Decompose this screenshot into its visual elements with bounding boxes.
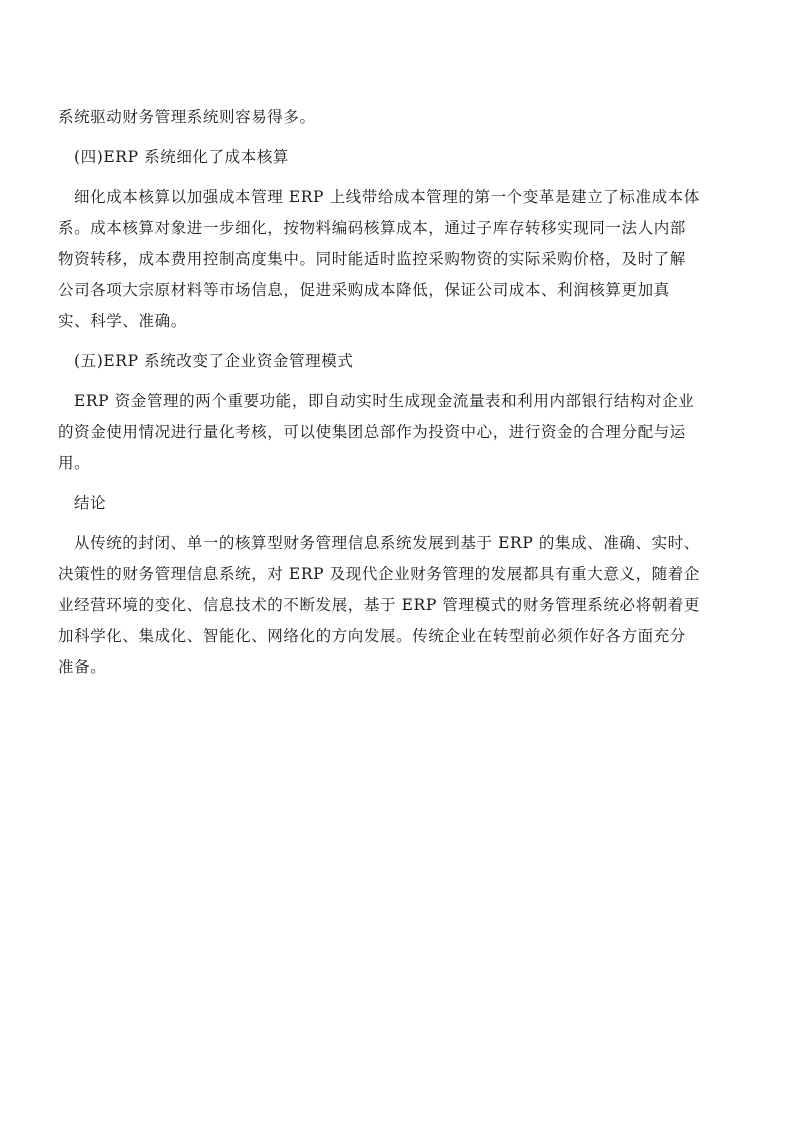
text-line: 细化成本核算以加强成本管理 ERP 上线带给成本管理的第一个变革是建立了标准成本体 xyxy=(74,188,700,206)
document-body xyxy=(58,102,738,692)
paragraph-cost-accounting xyxy=(58,182,738,337)
heading-text: 结论 xyxy=(74,494,107,512)
text-line: 物资转移，成本费用控制高度集中。同时能适时监控采购物资的实际采购价格，及时了解 xyxy=(58,250,686,268)
text-line: 从传统的封闭、单一的核算型财务管理信息系统发展到基于 ERP 的集成、准确、实时、 xyxy=(74,534,700,552)
text-line: 用。 xyxy=(58,454,91,472)
text-line: 系。成本核算对象进一步细化，按物料编码核算成本，通过子库存转移实现同一法人内部 xyxy=(58,219,686,237)
text-line: 的资金使用情况进行量化考核，可以使集团总部作为投资中心，进行资金的合理分配与运 xyxy=(58,423,686,441)
paragraph-conclusion xyxy=(58,528,738,683)
text-line: 决策性的财务管理信息系统，对 ERP 及现代企业财务管理的发展都具有重大意义，随着企 xyxy=(58,565,700,583)
heading-text: (五)ERP 系统改变了企业资金管理模式 xyxy=(74,352,354,370)
text-line: ERP 资金管理的两个重要功能，即自动实时生成现金流量表和利用内部银行结构对企业 xyxy=(74,392,695,410)
text-line: 准备。 xyxy=(58,658,107,676)
paragraph-fund-management xyxy=(58,386,738,479)
section-heading-4 xyxy=(58,142,738,173)
text-line: 实、科学、准确。 xyxy=(58,312,187,330)
text-line: 公司各项大宗原材料等市场信息，促进采购成本降低，保证公司成本、利润核算更加真 xyxy=(58,281,670,299)
paragraph-continuation xyxy=(58,102,738,133)
text-line: 加科学化、集成化、智能化、网络化的方向发展。传统企业在转型前必须作好各方面充分 xyxy=(58,627,686,645)
section-heading-5 xyxy=(58,346,738,377)
text-line: 系统驱动财务管理系统则容易得多。 xyxy=(58,108,316,126)
heading-text: (四)ERP 系统细化了成本核算 xyxy=(74,148,290,166)
conclusion-heading xyxy=(58,488,738,519)
text-line: 业经营环境的变化、信息技术的不断发展，基于 ERP 管理模式的财务管理系统必将朝着更 xyxy=(58,596,700,614)
